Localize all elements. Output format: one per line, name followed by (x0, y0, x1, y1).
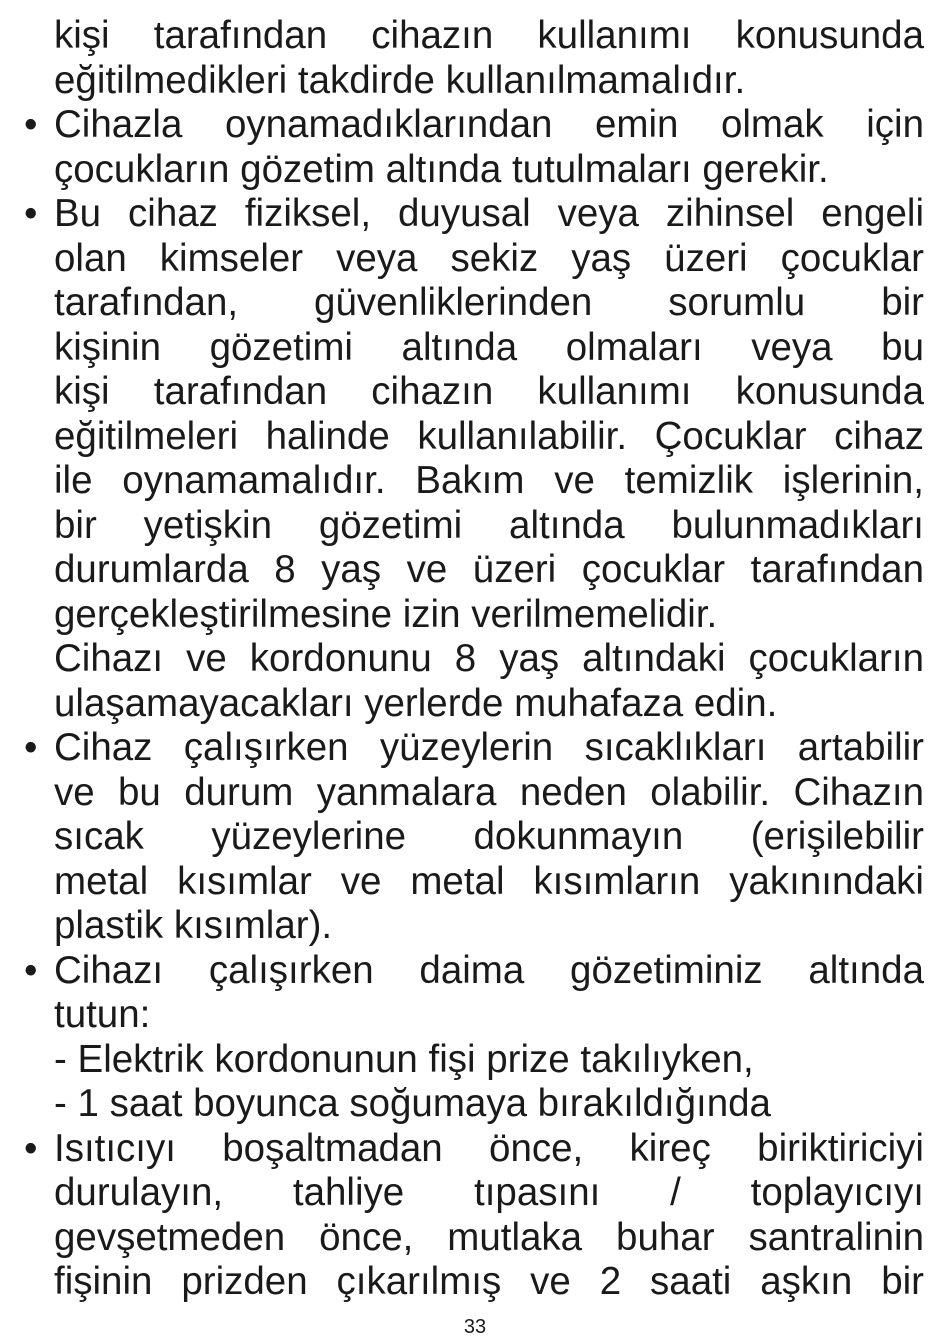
bullet-item-supervision (24, 103, 924, 192)
text-line: ulaşamayacakları yerlerde muhafaza edin. (54, 681, 778, 725)
text-line: fişinin prizden çıkarılmış ve 2 saati aşkın bir (54, 1260, 924, 1303)
bullet-icon: • (24, 948, 38, 992)
text-line: Cihazla oynamadıklarından emin olmak için (54, 103, 924, 146)
text-line: olan kimseler veya sekiz yaş üzeri çocuklar (54, 236, 924, 280)
text-line: durumlarda 8 yaş ve üzeri çocuklar tarafından (54, 548, 924, 591)
text-line: Isıtıcıyı boşaltmadan önce, kireç biriktiriciyi (54, 1126, 924, 1170)
text-line: tutun: (54, 993, 151, 1036)
text-line: - Elektrik kordonunun fişi prize takılıyken, (54, 1037, 754, 1081)
bullet-item-boiler-emptying (24, 1127, 924, 1305)
text-line: eğitilmedikleri takdirde kullanılmamalıdır. (54, 58, 746, 102)
paragraph-continuation (24, 14, 924, 103)
bullet-icon: • (24, 1126, 38, 1170)
text-line: durulayın, tahliye tıpasını / toplayıcıyı (54, 1171, 924, 1214)
text-line: kişinin gözetimi altında olmaları veya bu (54, 325, 924, 369)
text-line: - 1 saat boyunca soğumaya bırakıldığında (54, 1082, 771, 1125)
text-line: Bu cihaz fiziksel, duyusal veya zihinsel engeli (54, 192, 924, 235)
text-line: ve bu durum yanmalara neden olabilir. Cihazın (54, 770, 924, 814)
text-line: kişi tarafından cihazın kullanımı konusunda (54, 14, 924, 57)
text-line: kişi tarafından cihazın kullanımı konusunda (54, 370, 924, 413)
text-line: ile oynamamalıdır. Bakım ve temizlik işlerinin, (54, 459, 924, 502)
text-line: tarafından, güvenliklerinden sorumlu bir (54, 281, 924, 324)
bullet-icon: • (24, 103, 38, 146)
text-line: çocukların gözetim altında tutulmaları gerekir. (54, 147, 829, 191)
text-line: sıcak yüzeylerine dokunmayın (erişilebilir (54, 815, 924, 858)
bullet-item-hot-surfaces (24, 726, 924, 949)
text-line: gerçekleştirilmesine izin verilmemelidir. (54, 592, 718, 636)
text-line: Cihazı ve kordonunu 8 yaş altındaki çocukların (54, 637, 924, 680)
text-line: Cihaz çalışırken yüzeylerin sıcaklıkları artabilir (54, 726, 924, 769)
text-line: plastik kısımlar). (54, 904, 333, 947)
text-line: Cihazı çalışırken daima gözetiminiz altında (54, 948, 924, 992)
text-line: bir yetişkin gözetimi altında bulunmadıkları (54, 503, 924, 547)
text-line: metal kısımlar ve metal kısımların yakınındaki (54, 859, 924, 903)
bullet-item-keep-supervised (24, 949, 924, 1127)
bullet-item-children-safety (24, 192, 924, 726)
bullet-icon: • (24, 192, 38, 235)
document-page (24, 14, 924, 1305)
text-line: eğitilmeleri halinde kullanılabilir. Çocuklar cihaz (54, 414, 924, 458)
text-line: gevşetmeden önce, mutlaka buhar santralinin (54, 1215, 924, 1259)
page-number: 33 (463, 1316, 487, 1338)
bullet-icon: • (24, 726, 38, 769)
